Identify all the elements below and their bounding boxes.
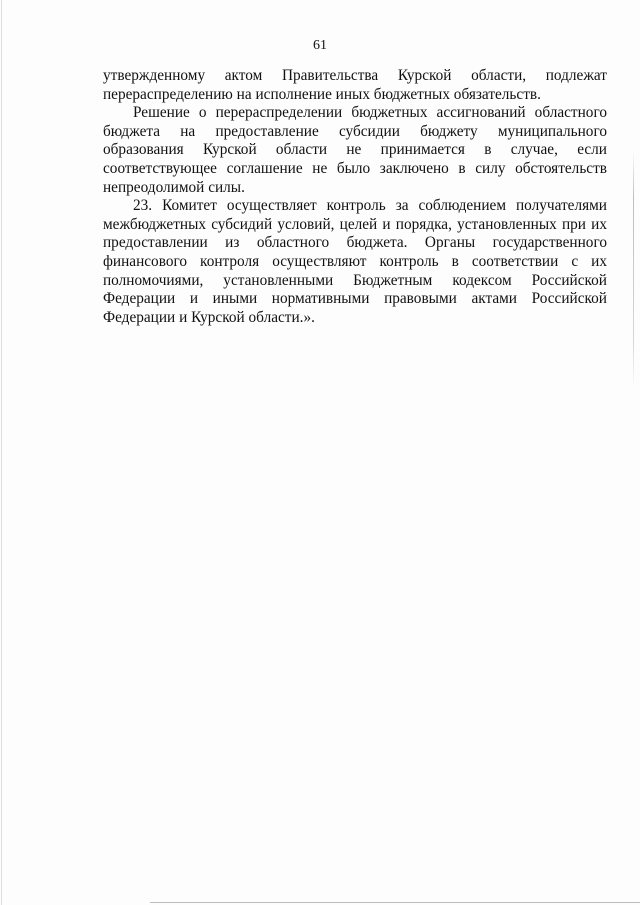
paragraph-item-23-control: 23. Комитет осуществляет контроль за соблюдением получателями межбюджетных субсидий условий, целей и порядка, установленных при их предоставлении из областного бюджета. Органы государственного финансового контроля осуществляют контроль в соответствии с их полномочиями, установленными Бюджетным кодексом Российской Федерации и иными нормативными правовыми актами Российской Федерации и Курской области.». (103, 197, 607, 326)
scan-edge-left (1, 0, 2, 905)
scan-edge-right (633, 150, 634, 390)
page-number: 61 (313, 38, 327, 53)
paragraph-continuation: утвержденному актом Правительства Курской области, подлежат перераспределению на исполнение иных бюджетных обязательств. (103, 67, 607, 103)
scan-edge-bottom (150, 902, 640, 903)
paragraph-redistribution-decision: Решение о перераспределении бюджетных ассигнований областного бюджета на предоставление субсидии бюджету муниципального образования Курской области не принимается в случае, если соответствующее соглашение не было заключено в силу обстоятельств непреодолимой силы. (103, 104, 607, 196)
document-body (103, 67, 607, 327)
